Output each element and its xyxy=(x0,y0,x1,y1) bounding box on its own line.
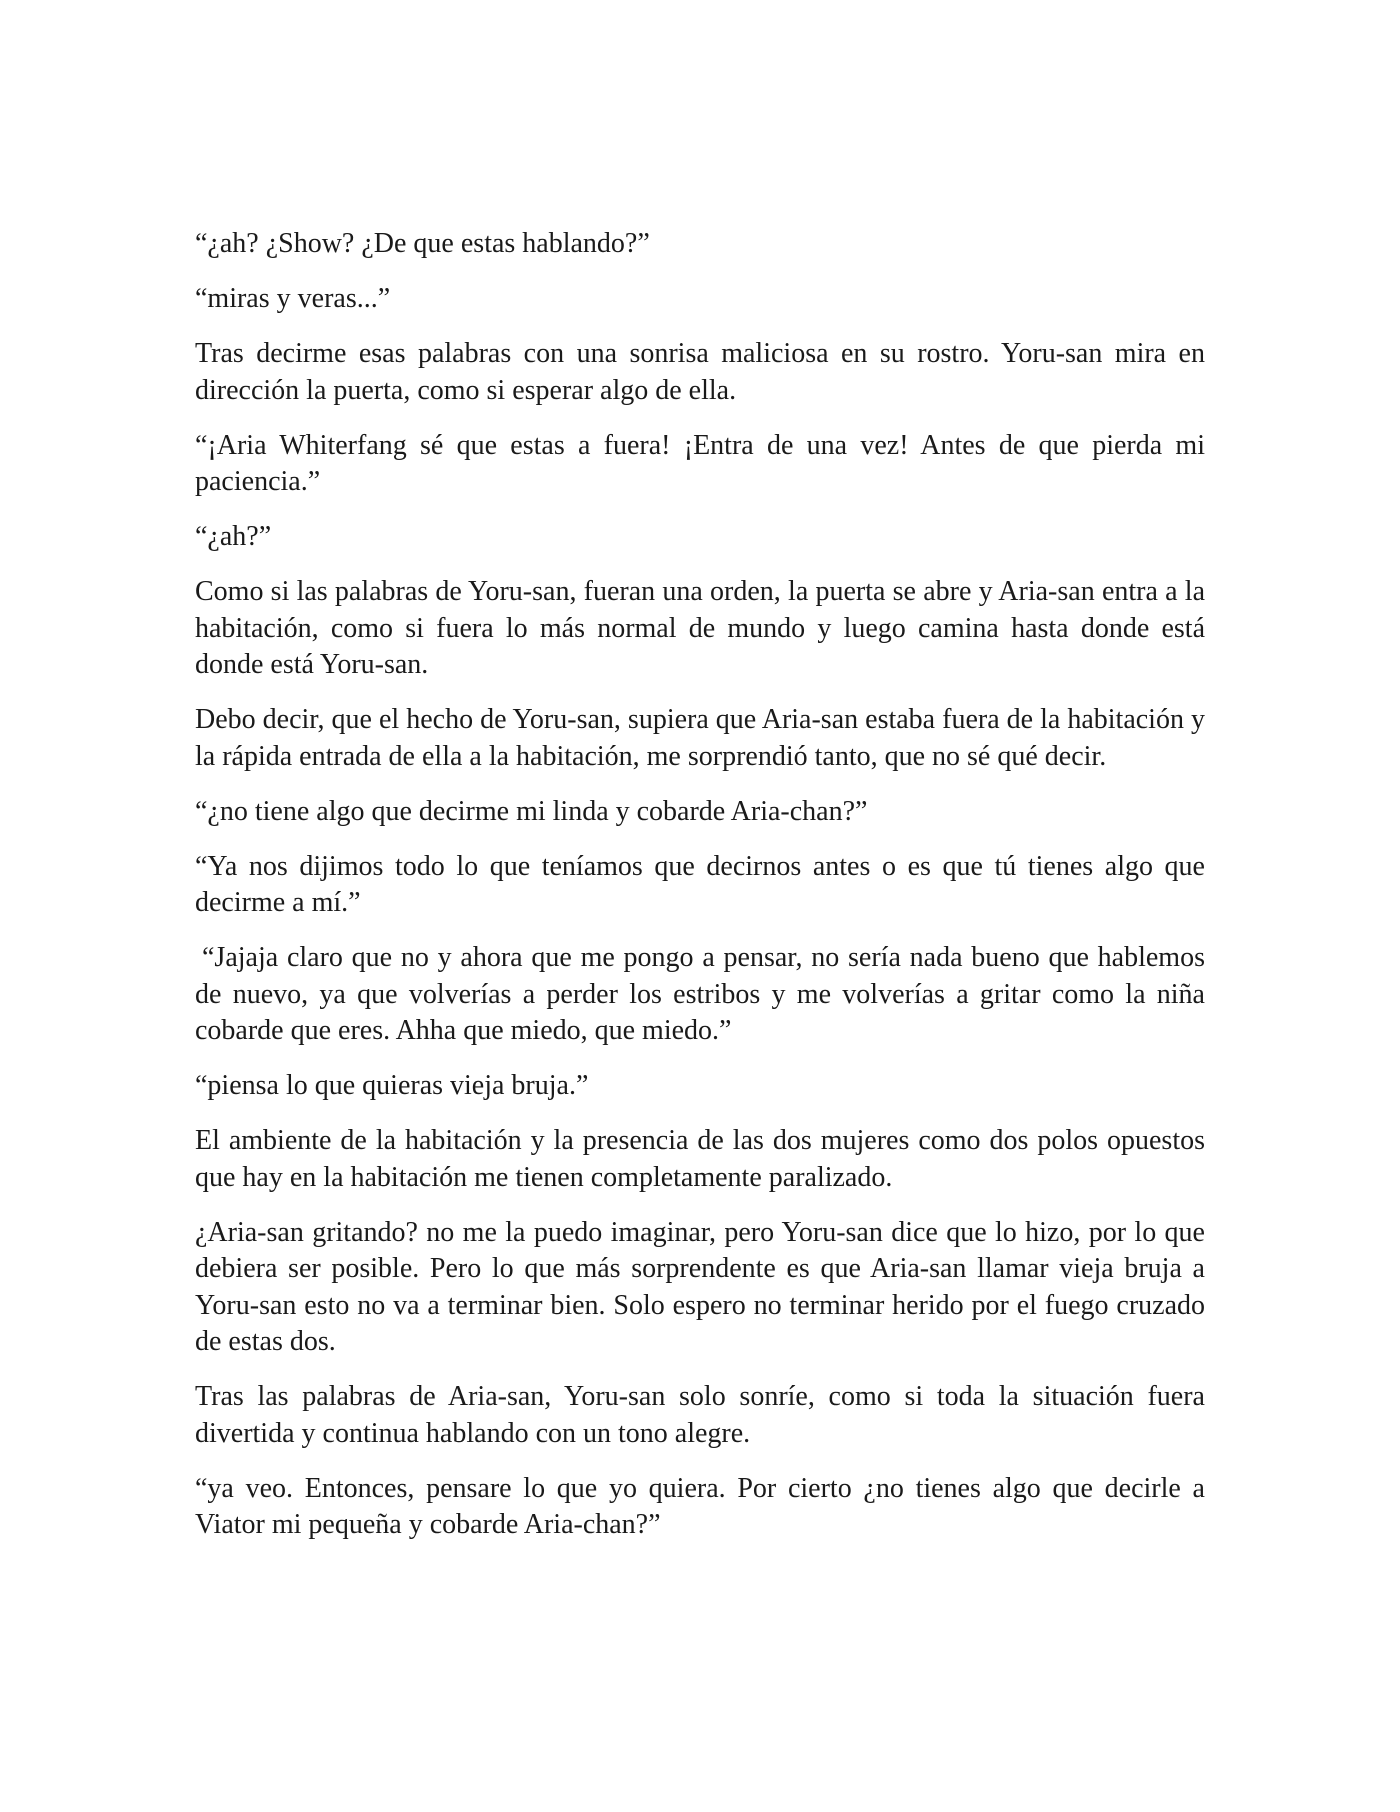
paragraph: Como si las palabras de Yoru-san, fueran una orden, la puerta se abre y Aria-san entra a la habitación, como si fuera lo más normal de mundo y luego camina hasta donde está donde está Yoru-san. xyxy=(195,576,1205,680)
paragraph: Debo decir, que el hecho de Yoru-san, supiera que Aria-san estaba fuera de la habitación y la rápida entrada de ella a la habitación, me sorprendió tanto, que no sé qué decir. xyxy=(195,704,1205,772)
paragraph: “miras y veras...” xyxy=(195,283,391,314)
paragraph: “¡Aria Whiterfang sé que estas a fuera! ¡Entra de una vez! Antes de que pierda mi paciencia.” xyxy=(195,429,1205,497)
paragraph: El ambiente de la habitación y la presencia de las dos mujeres como dos polos opuestos que hay en la habitación me tienen completamente paralizado. xyxy=(195,1125,1205,1193)
paragraph: “piensa lo que quieras vieja bruja.” xyxy=(195,1070,589,1101)
paragraph: “ya veo. Entonces, pensare lo que yo quiera. Por cierto ¿no tienes algo que decirle a Viator mi pequeña y cobarde Aria-chan?” xyxy=(195,1472,1205,1540)
paragraph: “¿no tiene algo que decirme mi linda y cobarde Aria-chan?” xyxy=(195,795,868,827)
paragraph: Tras decirme esas palabras con una sonrisa maliciosa en su rostro. Yoru-san mira en dirección la puerta, como si esperar algo de ella. xyxy=(195,338,1205,406)
paragraph: “Ya nos dijimos todo lo que teníamos que decirnos antes o es que tú tienes algo que decirme a mí.” xyxy=(195,850,1205,918)
document-page xyxy=(195,226,1205,1562)
paragraph: “¿ah? ¿Show? ¿De que estas hablando?” xyxy=(195,228,650,259)
paragraph: “¿ah?” xyxy=(195,521,272,552)
paragraph: ¿Aria-san gritando? no me la puedo imaginar, pero Yoru-san dice que lo hizo, por lo que debiera ser posible. Pero lo que más sorprendente es que Aria-san llamar vieja bruja a Yoru-san esto no va a terminar bien. Solo espero no terminar herido por el fuego cruzado de estas dos. xyxy=(195,1216,1205,1357)
paragraph: “Jajaja claro que no y ahora que me pongo a pensar, no sería nada bueno que hablemos de nuevo, ya que volverías a perder los estribos y me volverías a gritar como la niña cobarde que eres. Ahha que miedo, que miedo.” xyxy=(195,942,1205,1046)
paragraph: Tras las palabras de Aria-san, Yoru-san solo sonríe, como si toda la situación fuera divertida y continua hablando con un tono alegre. xyxy=(195,1381,1205,1449)
